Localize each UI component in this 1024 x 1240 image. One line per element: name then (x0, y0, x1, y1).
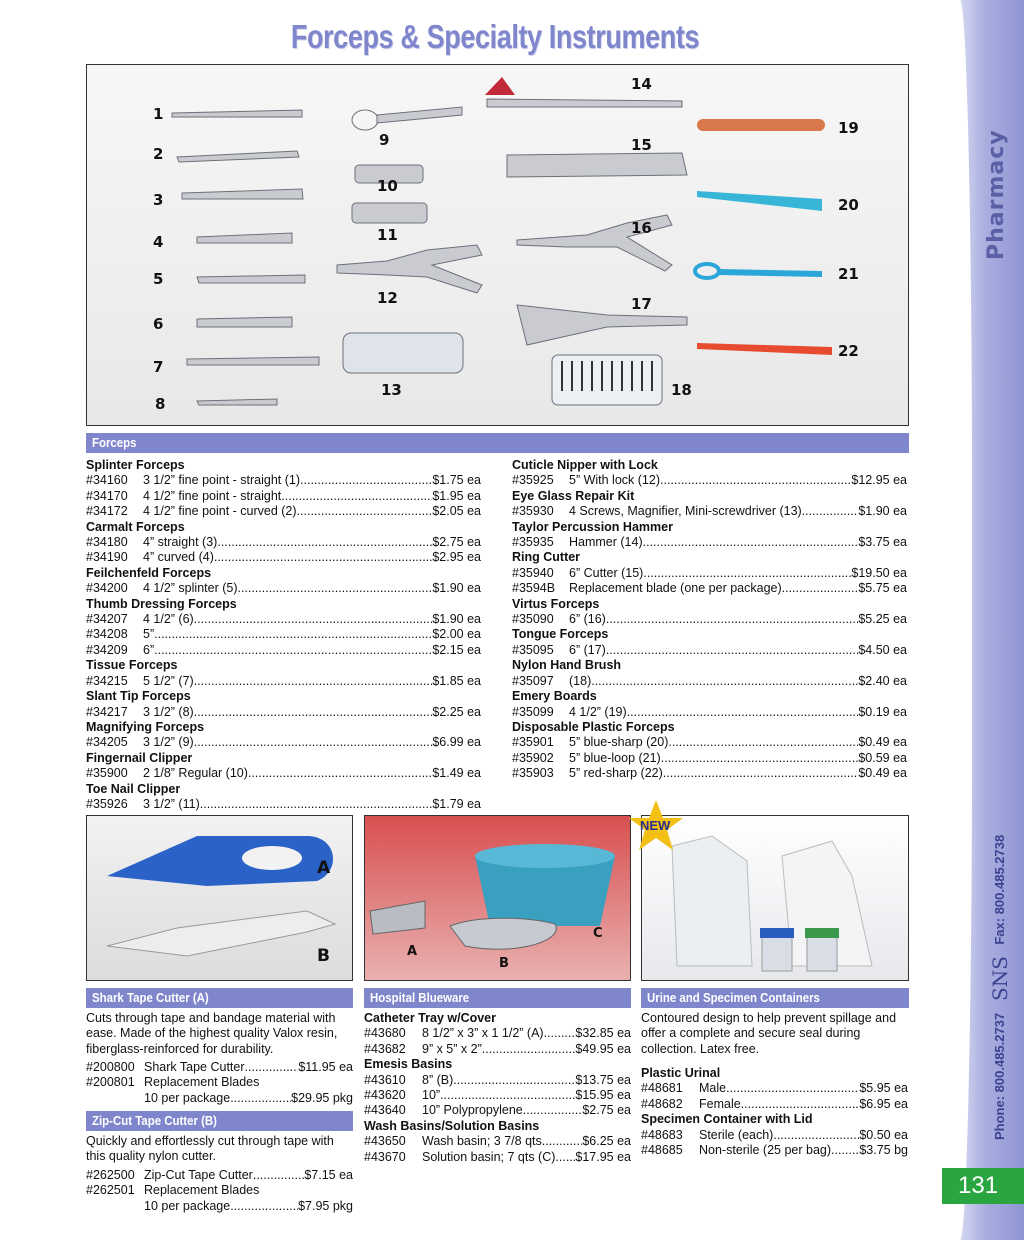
leader-dots (782, 581, 859, 596)
product-description: 8 1/2” x 3” x 1 1/2” (A) (422, 1026, 544, 1041)
label-15: 15 (631, 136, 652, 154)
product-description: Female (699, 1096, 741, 1111)
leader-dots (555, 1150, 575, 1165)
product-price: $1.95 ea (432, 488, 481, 503)
label-a: A (407, 944, 418, 959)
leader-dots (606, 612, 859, 627)
product-sku: #43620 (364, 1088, 406, 1103)
product-price: $4.50 ea (858, 642, 907, 657)
forceps-list-left (86, 458, 481, 812)
product-description: (18) (569, 673, 592, 688)
label-20: 20 (838, 196, 859, 214)
product-sku: #34208 (86, 627, 128, 642)
product-row (512, 566, 907, 581)
fax-line: Fax: 800.485.2738 (992, 834, 1007, 945)
product-description: Sterile (each) (699, 1127, 774, 1142)
product-description: 5” red-sharp (22) (569, 766, 663, 781)
product-price: $15.95 ea (575, 1088, 631, 1103)
product-heading: Wash Basins/Solution Basins (364, 1118, 540, 1133)
product-sku: #34217 (86, 704, 128, 719)
product-price: $32.85 ea (575, 1026, 631, 1041)
product-sku: #3594B (512, 581, 556, 596)
urine-header: Urine and Specimen Containers (641, 988, 909, 1008)
product-price: $2.00 ea (432, 627, 481, 642)
label-10: 10 (377, 177, 398, 195)
product-sku: #43610 (364, 1072, 406, 1087)
product-sku: #35940 (512, 565, 554, 580)
product-sku: #43650 (364, 1134, 406, 1149)
product-description: 4” straight (3) (143, 535, 218, 550)
product-description: 6” (143, 642, 155, 657)
product-heading: Feilchenfeld Forceps (86, 565, 212, 580)
product-sku: #48681 (641, 1081, 683, 1096)
product-description: 4” curved (4) (143, 550, 214, 565)
product-description: 4 1/2” (6) (143, 612, 194, 627)
product-sku: #48682 (641, 1096, 683, 1111)
product-row (86, 1183, 353, 1198)
leader-dots (154, 643, 432, 658)
product-price: $7.15 ea (304, 1168, 353, 1182)
product-row (86, 1168, 353, 1183)
product-description: 9” x 5” x 2” (422, 1041, 482, 1056)
product-row (86, 1091, 353, 1106)
product-sku: #48685 (641, 1143, 683, 1158)
product-price: $6.25 ea (582, 1134, 631, 1149)
product-price: $2.05 ea (432, 504, 481, 519)
product-price: $6.99 ea (432, 735, 481, 750)
product-row (86, 489, 481, 504)
product-price: $5.95 ea (859, 1081, 908, 1096)
shark-description: Cuts through tape and bandage material with ease. Made of the highest quality Valox resin, fiberglass-reinforced for durability. (86, 1011, 338, 1056)
label-11: 11 (377, 226, 398, 244)
zipcut-list (86, 1168, 353, 1214)
product-row (364, 1042, 631, 1057)
product-heading: Taylor Percussion Hammer (512, 519, 673, 534)
label-a: A (317, 858, 331, 878)
product-price: $7.95 pkg (298, 1198, 353, 1213)
product-row (364, 1088, 631, 1103)
product-sku: #35935 (512, 535, 554, 550)
product-price: $1.90 ea (432, 612, 481, 627)
forceps-list-right (512, 458, 907, 782)
product-description: 3 1/2” (8) (143, 704, 194, 719)
product-price: $1.85 ea (432, 673, 481, 688)
product-row (86, 612, 481, 627)
product-row (512, 473, 907, 488)
product-row (86, 550, 481, 565)
product-description: 6” (17) (569, 642, 606, 657)
urine-list (641, 1066, 908, 1158)
product-sku: #35903 (512, 766, 554, 781)
instruments-illustration (87, 65, 908, 425)
page-number: 131 (942, 1168, 1024, 1204)
leader-dots (627, 705, 859, 720)
label-c: C (593, 926, 603, 941)
product-price: $5.75 ea (858, 581, 907, 596)
product-description: 6” (16) (569, 612, 606, 627)
product-price: $6.95 ea (859, 1096, 908, 1111)
product-row (512, 735, 907, 750)
leader-dots (245, 1060, 299, 1075)
product-sku: #35900 (86, 766, 128, 781)
leader-dots (194, 674, 433, 689)
product-sku (86, 1199, 144, 1214)
product-description: 10 per package (144, 1090, 231, 1105)
product-price: $1.75 ea (432, 473, 481, 488)
label-22: 22 (838, 342, 859, 360)
product-price: $3.75 ea (858, 535, 907, 550)
product-description: 5” (143, 627, 155, 642)
product-price: $2.95 ea (432, 550, 481, 565)
product-sku: #48683 (641, 1127, 683, 1142)
product-description: 2 1/8” Regular (10) (143, 766, 248, 781)
product-row (86, 1199, 353, 1214)
product-row (364, 1103, 631, 1118)
leader-dots (297, 504, 433, 519)
product-heading: Virtus Forceps (512, 596, 600, 611)
leader-dots (591, 674, 858, 689)
product-sku: #34207 (86, 612, 128, 627)
product-row (512, 581, 907, 596)
leader-dots (726, 1081, 859, 1096)
product-price: $3.75 bg (859, 1143, 908, 1158)
product-heading: Tongue Forceps (512, 627, 609, 642)
product-row (512, 766, 907, 781)
product-row (512, 674, 907, 689)
new-badge: NEW (628, 800, 684, 856)
leader-dots (194, 705, 433, 720)
label-18: 18 (671, 381, 692, 399)
product-description: Wash basin; 3 7/8 qts (422, 1134, 542, 1149)
product-description: Non-sterile (25 per bag) (699, 1143, 832, 1158)
label-5: 5 (153, 270, 164, 288)
product-description: 4 1/2” fine point - curved (2) (143, 504, 297, 519)
product-sku: #35902 (512, 750, 554, 765)
product-description: 5” blue-sharp (20) (569, 735, 669, 750)
product-price: $2.75 ea (582, 1103, 631, 1118)
product-sku: #35925 (512, 473, 554, 488)
product-heading: Specimen Container with Lid (641, 1112, 813, 1127)
product-price: $49.95 ea (575, 1041, 631, 1056)
urine-description: Contoured design to help prevent spillage and offer a complete and secure seal during collection. Latex free. (641, 1011, 897, 1056)
product-sku: #43640 (364, 1103, 406, 1118)
leader-dots (802, 504, 859, 519)
leader-dots (200, 797, 433, 812)
product-description: 3 1/2” (9) (143, 735, 194, 750)
leader-dots (523, 1103, 583, 1118)
product-sku: #43682 (364, 1041, 406, 1056)
product-price: $0.49 ea (858, 735, 907, 750)
page-title: Forceps & Specialty Instruments (290, 18, 700, 55)
product-description: 5” blue-loop (21) (569, 750, 661, 765)
product-row (86, 1075, 353, 1090)
product-price: $1.79 ea (432, 796, 481, 811)
product-sku: #35901 (512, 735, 554, 750)
label-2: 2 (153, 145, 164, 163)
leader-dots (154, 627, 432, 642)
product-sku (86, 1091, 144, 1106)
product-description: 4 1/2” fine point - straight (143, 488, 282, 503)
product-sku: #35090 (512, 612, 554, 627)
product-heading: Eye Glass Repair Kit (512, 488, 635, 503)
leader-dots (237, 581, 432, 596)
product-description: 5” With lock (12) (569, 473, 660, 488)
product-heading: Disposable Plastic Forceps (512, 719, 675, 734)
product-description: Replacement blade (one per package) (569, 581, 782, 596)
product-sku: #35930 (512, 504, 554, 519)
product-row (641, 1143, 908, 1158)
tape-cutter-photo (86, 815, 353, 981)
leader-dots (230, 1199, 298, 1214)
leader-dots (440, 1088, 575, 1103)
leader-dots (668, 735, 858, 750)
product-heading: Slant Tip Forceps (86, 689, 191, 704)
sns-logo: SNS (988, 956, 1012, 1002)
label-b: B (499, 956, 509, 971)
product-heading: Emesis Basins (364, 1057, 453, 1072)
product-sku: #35097 (512, 673, 554, 688)
label-8: 8 (155, 395, 166, 413)
blueware-header: Hospital Blueware (364, 988, 631, 1008)
product-price: $29.95 pkg (291, 1090, 353, 1105)
product-description: Replacement Blades (144, 1183, 260, 1198)
product-description: Hammer (14) (569, 535, 643, 550)
product-row (364, 1134, 631, 1149)
contact-info (988, 700, 1012, 1140)
product-row (86, 627, 481, 642)
leader-dots (453, 1073, 575, 1088)
product-price: $13.75 ea (575, 1072, 631, 1087)
product-row (364, 1150, 631, 1165)
label-14: 14 (631, 75, 652, 93)
label-16: 16 (631, 219, 652, 237)
product-heading: Cuticle Nipper with Lock (512, 458, 658, 472)
product-price: $2.75 ea (432, 535, 481, 550)
emery-board (697, 119, 825, 131)
product-heading: Catheter Tray w/Cover (364, 1011, 496, 1025)
product-row (86, 504, 481, 519)
label-b: B (317, 946, 330, 966)
product-price: $17.95 ea (575, 1149, 631, 1164)
product-description: 3 1/2” fine point - straight (1) (143, 473, 301, 488)
product-description: Zip-Cut Tape Cutter (144, 1168, 253, 1182)
product-row (512, 643, 907, 658)
product-row (512, 535, 907, 550)
leader-dots (661, 751, 859, 766)
label-6: 6 (153, 315, 164, 333)
product-row (512, 504, 907, 519)
zipcut-description: Quickly and effortlessly cut through tape with this quality nylon cutter. (86, 1134, 334, 1164)
product-heading: Toe Nail Clipper (86, 781, 181, 796)
product-row (512, 612, 907, 627)
leader-dots (253, 1168, 304, 1183)
product-price: $1.90 ea (858, 504, 907, 519)
product-price: $2.40 ea (858, 673, 907, 688)
product-description: 8” (B) (422, 1072, 454, 1087)
product-heading: Tissue Forceps (86, 658, 178, 673)
product-description: 6” Cutter (15) (569, 565, 644, 580)
leader-dots (663, 766, 859, 781)
leader-dots (230, 1091, 291, 1106)
product-row (641, 1081, 908, 1096)
leader-dots (300, 473, 432, 488)
leader-dots (194, 612, 433, 627)
product-row (86, 705, 481, 720)
product-price: $1.49 ea (432, 766, 481, 781)
forceps-header: Forceps (86, 433, 909, 453)
product-sku: #35099 (512, 704, 554, 719)
product-description: Male (699, 1081, 727, 1096)
product-row (86, 581, 481, 596)
product-heading: Carmalt Forceps (86, 519, 185, 534)
label-21: 21 (838, 265, 859, 283)
product-row (364, 1026, 631, 1041)
product-description: 10” Polypropylene (422, 1103, 523, 1118)
product-heading: Emery Boards (512, 689, 597, 704)
product-sku: #43670 (364, 1149, 406, 1164)
zipcut-header: Zip-Cut Tape Cutter (B) (86, 1111, 353, 1131)
product-description: 4 1/2” (19) (569, 704, 627, 719)
product-sku: #34180 (86, 535, 128, 550)
leader-dots (542, 1134, 583, 1149)
product-price: $2.25 ea (432, 704, 481, 719)
product-row (86, 535, 481, 550)
product-heading: Thumb Dressing Forceps (86, 596, 237, 611)
product-sku: #34172 (86, 504, 128, 519)
product-price: $19.50 ea (851, 565, 907, 580)
product-description: 5 1/2” (7) (143, 673, 194, 688)
leader-dots (831, 1143, 859, 1158)
product-description: Replacement Blades (144, 1075, 260, 1090)
product-heading: Splinter Forceps (86, 458, 185, 472)
section-label: Pharmacy (984, 129, 1009, 260)
product-row (512, 751, 907, 766)
product-heading: Plastic Urinal (641, 1066, 721, 1080)
product-row (512, 705, 907, 720)
leader-dots (643, 566, 851, 581)
product-row (86, 674, 481, 689)
product-sku: #34160 (86, 473, 128, 488)
leader-dots (281, 489, 432, 504)
product-row (86, 1060, 353, 1075)
leader-dots (606, 643, 859, 658)
leader-dots (482, 1042, 576, 1057)
label-3: 3 (153, 191, 164, 209)
shark-list (86, 1060, 353, 1106)
product-sku: #34200 (86, 581, 128, 596)
blueware-photo (364, 815, 631, 981)
label-17: 17 (631, 295, 652, 313)
product-price: $0.19 ea (858, 704, 907, 719)
product-row (86, 473, 481, 488)
blueware-list (364, 1011, 631, 1165)
product-sku: #35926 (86, 796, 128, 811)
product-price: $0.59 ea (858, 750, 907, 765)
label-13: 13 (381, 381, 402, 399)
product-sku: #200801 (86, 1075, 135, 1090)
label-19: 19 (838, 119, 859, 137)
leader-dots (741, 1097, 860, 1112)
label-12: 12 (377, 289, 398, 307)
leader-dots (773, 1128, 859, 1143)
leader-dots (194, 735, 433, 750)
product-row (86, 766, 481, 781)
product-sku: #34205 (86, 735, 128, 750)
product-sku: #200800 (86, 1060, 135, 1074)
product-sku: #35095 (512, 642, 554, 657)
leader-dots (544, 1026, 576, 1041)
label-1: 1 (153, 105, 164, 123)
product-price: $1.90 ea (432, 581, 481, 596)
product-row (641, 1128, 908, 1143)
product-sku: #34190 (86, 550, 128, 565)
leader-dots (660, 473, 851, 488)
product-description: 10 per package (144, 1198, 231, 1213)
instruments-photo (86, 64, 909, 426)
product-row (364, 1073, 631, 1088)
leader-dots (248, 766, 432, 781)
leader-dots (214, 550, 432, 565)
product-price: $12.95 ea (851, 473, 907, 488)
product-heading: Fingernail Clipper (86, 750, 193, 765)
label-7: 7 (153, 358, 164, 376)
product-price: $0.50 ea (859, 1127, 908, 1142)
product-description: Solution basin; 7 qts (C) (422, 1149, 556, 1164)
product-heading: Nylon Hand Brush (512, 658, 622, 673)
product-price: $11.95 ea (298, 1060, 353, 1074)
product-description: Shark Tape Cutter (144, 1060, 245, 1074)
product-description: 4 Screws, Magnifier, Mini-screwdriver (13) (569, 504, 802, 519)
product-description: 3 1/2” (11) (143, 796, 200, 811)
label-4: 4 (153, 233, 164, 251)
leader-dots (217, 535, 432, 550)
product-row (86, 643, 481, 658)
product-description: 4 1/2” splinter (5) (143, 581, 238, 596)
product-sku: #34215 (86, 673, 128, 688)
product-sku: #43680 (364, 1026, 406, 1041)
leader-dots (643, 535, 859, 550)
product-row (86, 797, 481, 812)
product-sku: #262500 (86, 1168, 135, 1182)
label-9: 9 (379, 131, 390, 149)
product-sku: #34209 (86, 642, 128, 657)
shark-header: Shark Tape Cutter (A) (86, 988, 353, 1008)
product-row (86, 735, 481, 750)
product-price: $2.15 ea (432, 642, 481, 657)
product-row (641, 1097, 908, 1112)
product-sku: #262501 (86, 1183, 135, 1198)
product-description: 10” (422, 1088, 441, 1103)
product-heading: Ring Cutter (512, 550, 581, 565)
product-price: $5.25 ea (858, 612, 907, 627)
product-sku: #34170 (86, 488, 128, 503)
product-price: $0.49 ea (858, 766, 907, 781)
phone-line: Phone: 800.485.2737 (992, 1012, 1007, 1140)
product-heading: Magnifying Forceps (86, 719, 205, 734)
